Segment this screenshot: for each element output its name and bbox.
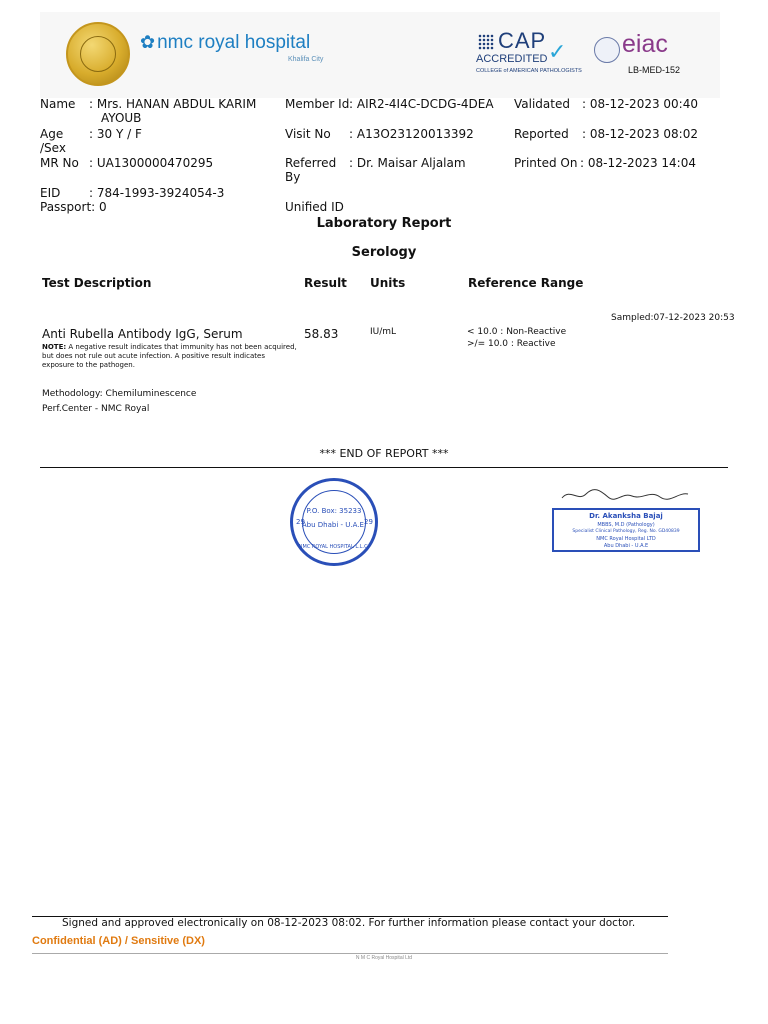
footer-fine-divider — [32, 953, 668, 954]
footer-org-name: N M C Royal Hospital Ltd — [355, 955, 413, 961]
hospital-stamp — [290, 478, 378, 566]
test-name: Anti Rubella Antibody IgG, Serum — [42, 327, 243, 341]
name-value-cont: AYOUB — [101, 111, 142, 125]
hospital-name: nmc royal hospital — [157, 32, 311, 53]
visit-value: : A13O23120013392 — [349, 127, 474, 141]
reported-value: : 08-12-2023 08:02 — [582, 127, 698, 141]
accreditation-seal-icon — [66, 22, 130, 86]
test-units: IU/mL — [370, 327, 397, 337]
methodology: Methodology: Chemiluminescence — [42, 389, 197, 399]
eid-value: : 784-1993-3924054-3 — [89, 186, 225, 200]
sampled-time: Sampled:07-12-2023 20:53 — [611, 313, 735, 323]
stamp-po-box: P.O. Box: 35233 — [306, 507, 362, 515]
note-line-2: but does not rule out acute infection. A positive result indicates — [42, 352, 265, 360]
col-units: Units — [370, 276, 406, 290]
confidential-label: Confidential (AD) / Sensitive (DX) — [32, 935, 205, 947]
col-result: Result — [304, 276, 347, 290]
referred-value: : Dr. Maisar Aljalam — [349, 156, 466, 170]
perf-center: Perf.Center - NMC Royal — [42, 404, 150, 414]
report-title: Laboratory Report — [316, 216, 452, 231]
col-reference-range: Reference Range — [468, 276, 584, 290]
cap-check-icon: ✓ — [548, 40, 567, 65]
signed-statement: Signed and approved electronically on 08-12-2023 08:02. For further information please contact your doctor. — [62, 917, 636, 929]
eiac-logo-text: eiac — [622, 30, 668, 58]
stamp-ring-text: NMC ROYAL HOSPITAL L.L.C. — [298, 544, 370, 550]
hospital-logo — [140, 32, 310, 54]
mr-label: MR No — [40, 156, 79, 170]
doctor-specialty: Specialist Clinical Pathology, Reg. No. GD40839 — [572, 529, 680, 534]
reported-label: Reported — [514, 127, 569, 141]
hospital-location: Khalifa City — [288, 56, 324, 63]
age-value: : 30 Y / F — [89, 127, 142, 141]
note-line-1: A negative result indicates that immunity has not been acquired, — [68, 343, 297, 351]
end-of-report: *** END OF REPORT *** — [319, 447, 449, 460]
mr-value: : UA1300000470295 — [89, 156, 214, 170]
cap-college: COLLEGE of AMERICAN PATHOLOGISTS — [476, 68, 582, 74]
handwritten-signature — [560, 488, 690, 502]
referred-label: Referred — [285, 156, 337, 170]
doctor-org: NMC Royal Hospital LTD — [596, 536, 656, 542]
lab-code: LB-MED-152 — [628, 65, 681, 75]
range-reactive: >/= 10.0 : Reactive — [467, 339, 556, 349]
sex-label: /Sex — [40, 141, 66, 155]
range-non-reactive: < 10.0 : Non-Reactive — [467, 327, 567, 337]
cap-grid-icon — [478, 34, 494, 50]
test-note — [42, 343, 297, 351]
eiac-globe-icon — [594, 37, 620, 63]
stamp-num-left: 29 — [296, 518, 305, 526]
unified-id-label: Unified ID — [285, 200, 344, 214]
validated-value: : 08-12-2023 00:40 — [582, 97, 698, 111]
name-label: Name — [40, 97, 76, 111]
cap-title: CAP — [498, 28, 547, 53]
visit-label: Visit No — [285, 127, 331, 141]
test-result: 58.83 — [304, 327, 339, 341]
stamp-num-right: 29 — [364, 518, 373, 526]
doctor-degree: MBBS, M.D (Pathology) — [597, 522, 655, 528]
col-test-description: Test Description — [42, 276, 152, 290]
doctor-stamp — [552, 508, 700, 552]
doctor-city: Abu Dhabi - U.A.E — [603, 543, 649, 549]
member-value: : AIR2-4I4C-DCDG-4DEA — [349, 97, 494, 111]
validated-label: Validated — [514, 97, 570, 111]
note-line-3: exposure to the pathogen. — [42, 361, 135, 369]
printed-value: : 08-12-2023 14:04 — [580, 156, 696, 170]
note-label: NOTE: — [42, 343, 67, 351]
member-label: Member Id — [285, 97, 350, 111]
referred-by-label: By — [285, 170, 301, 184]
nmc-flower-icon: ✿ — [140, 32, 156, 52]
cap-accredited: ACCREDITED — [476, 53, 548, 65]
divider — [40, 467, 728, 468]
eid-label: EID — [40, 186, 61, 200]
printed-label: Printed On — [514, 156, 578, 170]
section-title: Serology — [351, 245, 417, 260]
passport: Passport: 0 — [40, 200, 107, 214]
doctor-name: Dr. Akanksha Bajaj — [589, 512, 663, 520]
age-label: Age — [40, 127, 64, 141]
name-value: : Mrs. HANAN ABDUL KARIM — [89, 97, 257, 111]
stamp-city: Abu Dhabi - U.A.E. — [301, 521, 367, 529]
